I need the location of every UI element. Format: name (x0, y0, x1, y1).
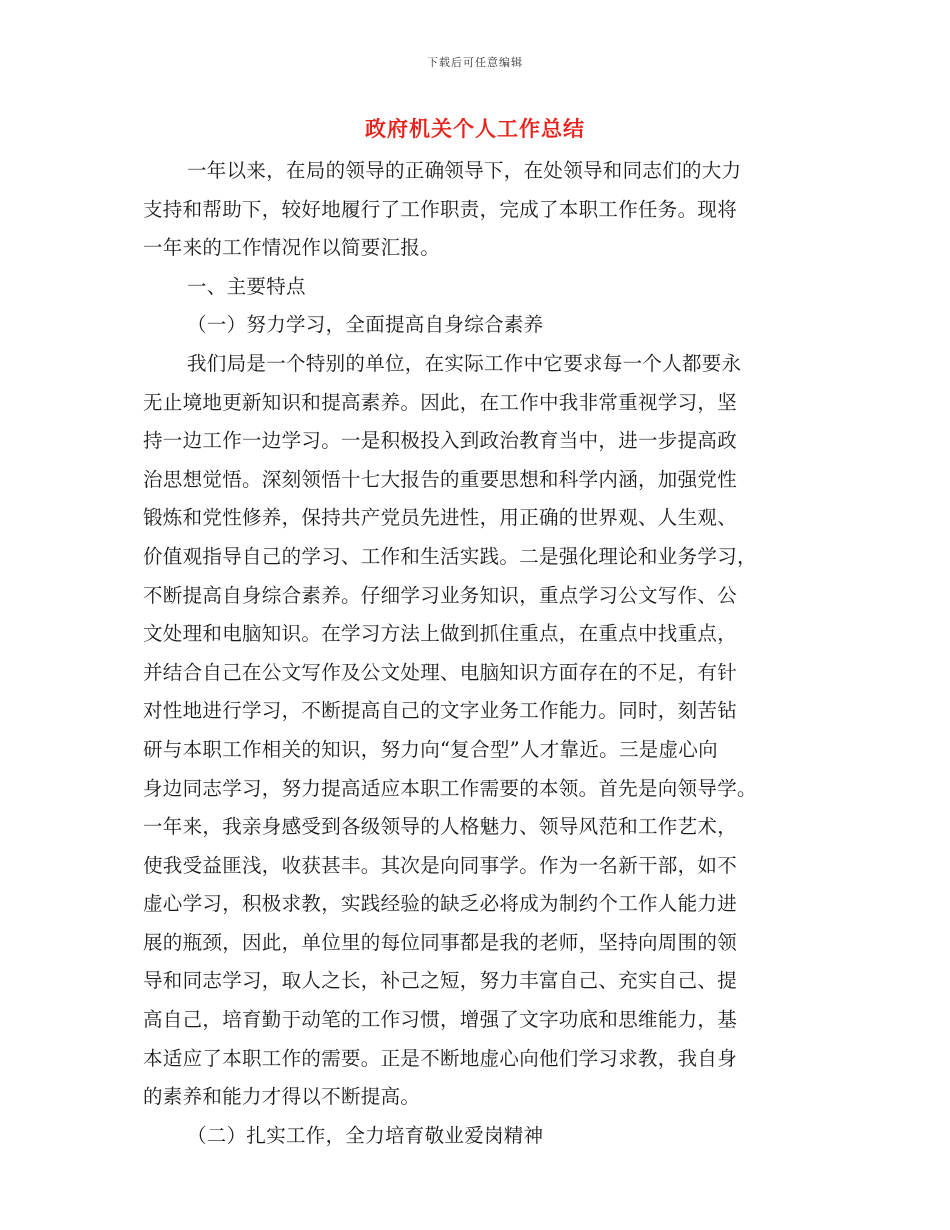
document-title: 政府机关个人工作总结 (365, 116, 585, 141)
body-line: 无止境地更新知识和提高素养。因此，在工作中我非常重视学习，坚 (143, 390, 738, 414)
body-line: 并结合自己在公文写作及公文处理、电脑知识方面存在的不足，有针 (143, 660, 738, 684)
body-line: 我们局是一个特别的单位，在实际工作中它要求每一个人都要永 (187, 351, 742, 375)
body-line: 一、主要特点 (187, 274, 306, 298)
body-line: 支持和帮助下，较好地履行了工作职责，完成了本职工作任务。现将 (143, 197, 738, 221)
body-line: （二）扎实工作，全力培育敬业爱岗精神 (187, 1123, 544, 1147)
body-line: 治思想觉悟。深刻领悟十七大报告的重要思想和科学内涵，加强党性 (143, 467, 738, 491)
document-body (143, 152, 807, 1155)
body-line: 高自己，培育勤于动笔的工作习惯，增强了文字功底和思维能力，基 (143, 1008, 738, 1032)
body-line: 锻炼和党性修养，保持共产党员先进性，用正确的世界观、人生观、 (143, 506, 738, 530)
body-line: 一年以来，在局的领导的正确领导下，在处领导和同志们的大力 (187, 159, 742, 182)
body-line: 导和同志学习，取人之长，补己之短，努力丰富自己、充实自己、提 (143, 969, 738, 993)
body-line: 研与本职工作相关的知识，努力向“复合型”人才靠近。三是虚心向 (143, 737, 718, 761)
body-line: 的素养和能力才得以不断提高。 (143, 1085, 421, 1109)
body-line: 持一边工作一边学习。一是积极投入到政治教育当中，进一步提高政 (143, 429, 738, 453)
body-line: 身边同志学习，努力提高适应本职工作需要的本领。首先是向领导学。 (143, 776, 757, 800)
page-header-note: 下载后可任意编辑 (427, 56, 523, 69)
body-line: 本适应了本职工作的需要。正是不断地虚心向他们学习求教，我自身 (143, 1046, 738, 1070)
body-line: 虚心学习，积极求教，实践经验的缺乏必将成为制约个工作人能力进 (143, 892, 738, 916)
body-line: 一年来，我亲身感受到各级领导的人格魅力、领导风范和工作艺术， (143, 815, 738, 839)
body-line: 对性地进行学习，不断提高自己的文字业务工作能力。同时，刻苦钻 (143, 699, 738, 723)
body-line: （一）努力学习，全面提高自身综合素养 (187, 313, 544, 337)
body-line: 文处理和电脑知识。在学习方法上做到抓住重点，在重点中找重点， (143, 622, 738, 646)
body-line: 使我受益匪浅，收获甚丰。其次是向同事学。作为一名新干部，如不 (143, 853, 738, 877)
body-line: 展的瓶颈，因此，单位里的每位同事都是我的老师，坚持向周围的领 (143, 930, 738, 954)
body-line: 一年来的工作情况作以简要汇报。 (143, 236, 441, 260)
body-line: 不断提高自身综合素养。仔细学习业务知识，重点学习公文写作、公 (143, 583, 738, 607)
body-line: 价值观指导自己的学习、工作和生活实践。二是强化理论和业务学习， (143, 544, 757, 568)
